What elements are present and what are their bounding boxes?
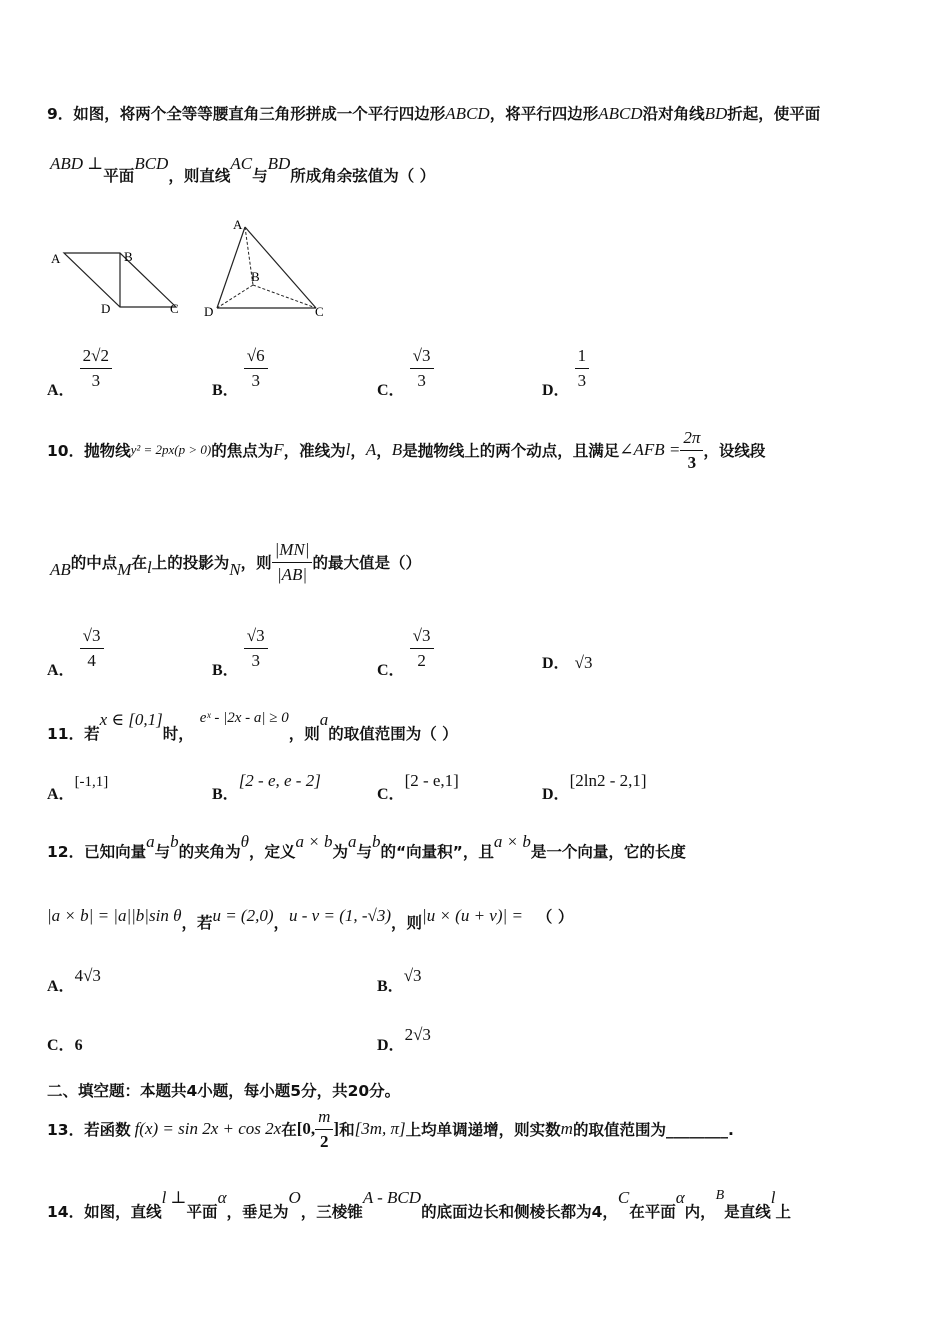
q10-option-a[interactable]: A． $\frac{√3}{4}$ [47, 626, 104, 670]
q9-option-d[interactable]: D． $\frac{1}{3}$ [542, 346, 589, 390]
fig1-label-a: A [51, 251, 61, 266]
q10-line2: AB 的中点 M 在 l 上的投影为 N ，则 $\frac{|MN|}{|AB|}$ 的最大值是（） [50, 540, 421, 584]
q14-line: 14．如图，直线 l ⊥ 平面 α ，垂足为 O ，三棱锥 A - BCD 的底面边长和侧棱长都为4， C 在平面 α 内， B 是直线 l 上 [47, 1188, 791, 1221]
q9-option-a[interactable]: A． $\frac{2√2}{3}$ [47, 346, 112, 390]
section-2-heading: 二、填空题：本题共4小题，每小题5分，共20分。 [47, 1082, 401, 1100]
q12-option-b[interactable]: B．√3 [377, 966, 422, 995]
q12-option-c[interactable]: C．6 [47, 1037, 83, 1054]
q10-option-b[interactable]: B． $\frac{√3}{3}$ [212, 626, 268, 670]
q9-tetrahedron-figure [200, 215, 335, 325]
fig1-label-d: D [101, 301, 111, 316]
q11-option-a[interactable]: A．[-1,1] [47, 774, 109, 803]
q9-parallelogram-figure [48, 245, 193, 320]
q9-line1: 9．如图，将两个全等等腰直角三角形拼成一个平行四边形ABCD，将平行四边形ABCD沿对角线BD折起，使平面 [47, 104, 821, 123]
q10-line1: 10．抛物线 y² = 2px(p > 0) 的焦点为 F ，准线为 l ， A ， B 是抛物线上的两个动点，且满足 ∠AFB = $\frac{2\pi}{3}$ ，设线段 [47, 428, 766, 472]
q11-option-c[interactable]: C．[2 - e,1] [377, 771, 459, 803]
q12-option-d[interactable]: D．2√3 [377, 1025, 431, 1054]
q9-option-c[interactable]: C． $\frac{√3}{3}$ [377, 346, 434, 390]
q13-line: 13．若函数 f(x) = sin 2x + cos 2x 在 [0, $\frac{m}{2}$ ] 和 [3m, π] 上均单调递增，则实数 m 的取值范围为________. [47, 1107, 734, 1151]
q9-line2: ABD ⊥平面BCD，则直线AC与BD所成角余弦值为（ ） [50, 154, 436, 185]
q11-option-d[interactable]: D．[2ln2 - 2,1] [542, 771, 647, 803]
fig2-label-d: D [204, 304, 214, 319]
q10-option-d[interactable]: D． √3 [542, 653, 593, 672]
fig2-label-a: A [233, 217, 243, 232]
fig1-label-b: B [124, 249, 133, 264]
q9-option-b[interactable]: B． $\frac{√6}{3}$ [212, 346, 268, 390]
q12-option-a[interactable]: A．4√3 [47, 966, 101, 995]
q10-option-c[interactable]: C． $\frac{√3}{2}$ [377, 626, 434, 670]
fig1-label-c: C [170, 301, 179, 316]
fig2-label-b: B [251, 269, 260, 284]
fig2-label-c: C [315, 304, 324, 319]
q11-line: 11．若 x ∈ [0,1] 时， eˣ - |2x - a| ≥ 0 ，则 a 的取值范围为（ ） [47, 710, 458, 743]
q12-line1: 12．已知向量 a 与 b 的夹角为 θ ，定义 a × b 为 a 与 b 的“向量积”，且 a × b 是一个向量，它的长度 [47, 832, 686, 861]
q11-option-b[interactable]: B．[2 - e, e - 2] [212, 771, 321, 803]
q12-line2: |a × b| = |a||b|sin θ ，若 u = (2,0) ， u - v = (1, -√3) ，则 |u × (u + v)| = （ ） [47, 906, 574, 932]
